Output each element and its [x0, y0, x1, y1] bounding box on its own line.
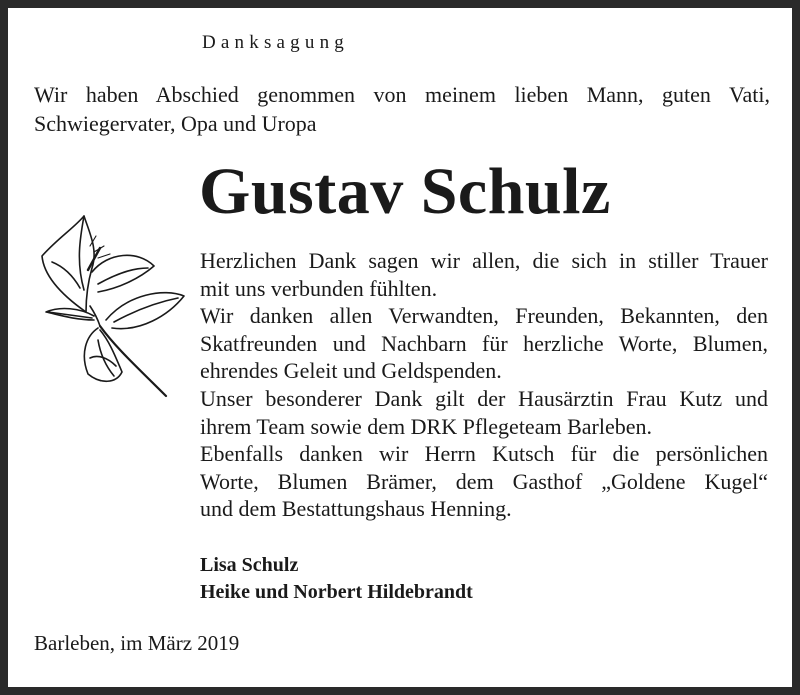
calla-lily-icon — [28, 208, 188, 408]
thanks-line: Skatfreunden und Nachbarn für herzliche Worte, Blumen, — [200, 330, 768, 356]
notice-heading: Danksagung — [202, 32, 349, 53]
signatures — [200, 552, 473, 606]
thanks-line: Unser besonderer Dank gilt der Hausärztin Frau Kutz und — [200, 385, 768, 411]
intro-text — [34, 80, 770, 138]
intro-line: Schwiegervater, Opa und Uropa — [34, 111, 317, 136]
thanks-line: Ebenfalls danken wir Herrn Kutsch für die persönlichen — [200, 441, 768, 467]
thanks-line: Wir danken allen Verwandten, Freunden, Bekannten, den — [200, 303, 768, 329]
thanks-line: und dem Bestattungshaus Henning. — [200, 496, 512, 522]
thanks-line: Herzlichen Dank sagen wir allen, die sich in stiller Trauer — [200, 248, 768, 273]
thanks-line: ehrendes Geleit und Geldspenden. — [200, 358, 502, 384]
thanks-line: mit uns verbunden fühlten. — [200, 275, 438, 301]
signature-line: Lisa Schulz — [200, 554, 299, 576]
place-date: Barleben, im März 2019 — [34, 631, 240, 655]
thanks-line: Worte, Blumen Brämer, dem Gasthof „Goldene Kugel“ — [200, 468, 768, 494]
signature-line: Heike und Norbert Hildebrandt — [200, 581, 473, 603]
thanks-line: ihrem Team sowie dem DRK Pflegeteam Barleben. — [200, 413, 652, 439]
deceased-name: Gustav Schulz — [199, 155, 611, 228]
intro-line: Wir haben Abschied genommen von meinem lieben Mann, guten Vati, — [34, 82, 770, 107]
thanks-text — [200, 247, 768, 523]
